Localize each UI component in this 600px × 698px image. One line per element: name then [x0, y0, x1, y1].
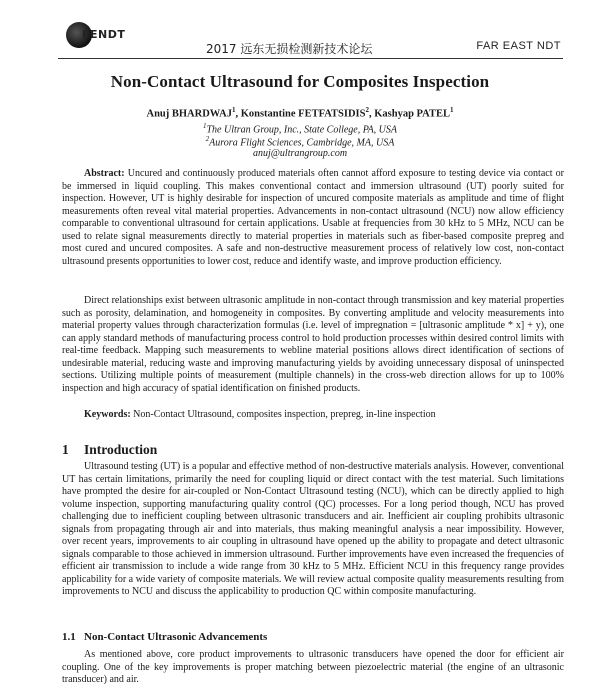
affiliation-1	[0, 122, 600, 135]
keywords-text: Non-Contact Ultrasound, composites inspection, prepreg, in-line inspection	[133, 409, 436, 420]
affiliation-mark: 2	[205, 135, 210, 143]
section-number: 1	[62, 442, 69, 457]
section-heading-introduction	[62, 442, 157, 458]
author-affil-mark: 2	[365, 106, 369, 114]
header-conference-name: 2017 远东无损检测新技术论坛	[206, 42, 373, 56]
affiliation-text: The Ultran Group, Inc., State College, PA, USA	[206, 124, 398, 136]
subsection-heading	[62, 631, 267, 643]
fendt-logo	[60, 20, 126, 50]
subsection-paragraph: As mentioned above, core product improvements to ultrasonic transducers have opened the door for efficient air coupling. One of the key improvements is proper matching between piezoelectric material (the engine of an ultrasonic transducer) and air.	[62, 649, 564, 686]
paper-title: Non-Contact Ultrasound for Composites Inspection	[110, 72, 490, 91]
abstract-paragraph-2: Direct relationships exist between ultrasonic amplitude in non-contact through transmission and key material properties such as porosity, delamination, and homogeneity in composites. By converting amplitude and velocity measurements into material property values through characterization formulas (i.e. level of impregnation = [ultrasonic amplitude * x] + y), one can apply standard methods of manufacturing process control to hold production processes within desired control limits with real-time feedback. Mapping such measurements to webline material positions allows direct identification of sections of undesirable material, reducing waste and improving manufacturing yields by avoiding unnecessary disposal of uninspected sections. Utilizing multiple points of measurement (multiple channels) in the cross-web direction allows for up to 100% inspection and high accuracy of spatial identification on finished products.	[62, 295, 564, 394]
introduction-paragraph: Ultrasound testing (UT) is a popular and effective method of non-destructive materials analysis. However, conventional UT has certain limitations, primarily the need for coupling liquid or direct contact with the test material. Such limitations have prompted the desire for air-coupled or Non-Contact Ultrasound testing (NCU), which can be directly applied to high volume inspection, supporting manufacturing quality control (QC) processes. For a long period though, NCU has proved challenging due to inefficient coupling between ultrasonic transducers and air. Inefficient air coupling prohibits ultrasonic signals from propagating through air and into materials, thus making meaningful analysis a near impossibility. However, over recent years, improvements to air coupling in ultrasound have opened up the ability to propagate and detect ultrasonic signals comparable to those achieved in immersion ultrasound. Further improvements have even increased the frequencies of efficient air transmission to include a wide range from 30 kHz to 5 MHz. Efficient NCU in this frequency range provides applicability for a wide variety of composite materials. We will review actual composite quality measurements resulting from improvements to NCU and discuss the applicability to production QC within composite manufacturing.	[62, 461, 564, 598]
affiliation-text: Aurora Flight Sciences, Cambridge, MA, USA	[209, 137, 395, 149]
abstract-label: Abstract:	[84, 168, 125, 179]
abstract-paragraph-1	[62, 168, 564, 268]
section-title: Introduction	[84, 442, 158, 457]
logo-text: FENDT	[82, 28, 126, 41]
author-name: Konstantine FETFATSIDIS	[240, 108, 366, 120]
author-affil-mark: 1	[231, 106, 236, 114]
author-affil-mark: 1	[450, 106, 454, 114]
author-name: Anuj BHARDWAJ	[146, 108, 232, 120]
author-email: anuj@ultrangroup.com	[252, 148, 348, 159]
keywords-label: Keywords:	[84, 409, 131, 420]
affiliation-mark: 1	[202, 122, 207, 130]
page-header	[58, 18, 563, 59]
abstract-text-1: Uncured and continuously produced materials often cannot afford exposure to testing device via contact or be immersed in liquid coupling. This makes conventional contact and immersion ultrasound (UT) poorly suited for inspection. However, UT is highly desirable for inspection of uncured composite materials as amplitude and time of flight measurements often reveal vital material properties. Advancements in non-contact ultrasound (NCU) now allow efficiency comparable to conventional ultrasound for certain applications. Usable at frequencies from 30 kHz to 5 MHz, NCU can be used to relate signal measurements directly to material properties in materials such as fiber-based composite prepreg and most cured and uncured composites. A safe and non-destructive measurement process of relatively low cost, non-contact ultrasound presents opportunities to lower cost, reduce and identify waste, and improve production efficiency.	[62, 168, 564, 267]
keywords-line	[62, 409, 564, 422]
author-line: Anuj BHARDWAJ$^1$, Konstantine FETFATSIDIS$^2$, Kashyap PATEL$^1$	[146, 106, 454, 120]
affiliation-2	[0, 135, 600, 148]
header-right-label: FAR EAST NDT	[476, 40, 561, 52]
subsection-title: Non-Contact Ultrasonic Advancements	[84, 631, 268, 643]
author-name: Kashyap PATEL	[374, 108, 450, 120]
subsection-number: 1.1	[62, 631, 76, 643]
